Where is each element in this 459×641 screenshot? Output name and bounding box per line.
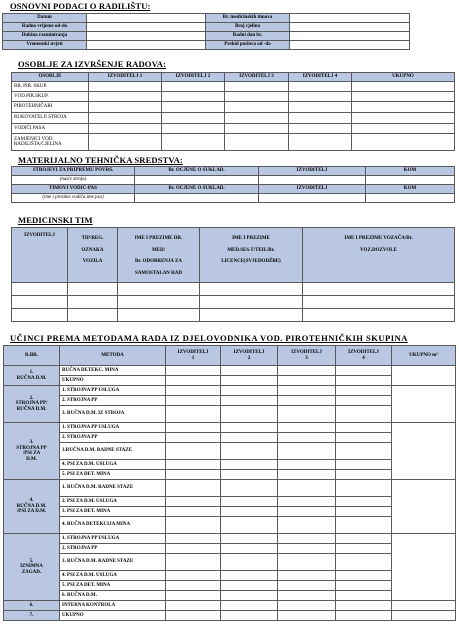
effects-cell[interactable]: [278, 406, 336, 423]
medical-header-line: IME I PREZIME DR.: [134, 236, 183, 241]
table-row: [4, 497, 456, 507]
table-row: [4, 601, 456, 611]
label-radno-vrijeme: Radno vrijeme od-do: [3, 23, 87, 32]
medical-cell[interactable]: [12, 283, 68, 296]
effects-cell[interactable]: [336, 406, 392, 423]
table-row: [4, 423, 456, 433]
basic-info-table: [2, 13, 410, 50]
effects-cell[interactable]: [336, 571, 392, 581]
effects-cell[interactable]: [336, 433, 392, 443]
medical-header-doktor: [118, 228, 200, 283]
effects-cell[interactable]: [278, 366, 336, 376]
staff-row-label: VODIČI PASA: [12, 124, 89, 134]
medical-cell[interactable]: [68, 296, 118, 309]
effects-method: 6. RUČNA D.M.: [60, 591, 166, 601]
table-row: [4, 433, 456, 443]
effects-cell[interactable]: [336, 591, 392, 601]
effects-cell[interactable]: [166, 396, 221, 406]
staff-cell[interactable]: [89, 124, 162, 134]
material-cell[interactable]: [135, 194, 259, 203]
effects-group-label: [4, 386, 60, 423]
table-row: [4, 443, 456, 460]
effects-cell[interactable]: [221, 396, 278, 406]
table-row: [4, 480, 456, 497]
effects-method: 4. PSI ZA D.M. USLUGA: [60, 460, 166, 470]
effects-group-label: [4, 611, 60, 621]
staff-cell[interactable]: [289, 124, 352, 134]
effects-method: 3.RUČNA D.M. RADNE STAZE: [60, 443, 166, 460]
label-prekid: Prekid poslova od -do: [206, 41, 290, 50]
effects-table: [3, 345, 456, 621]
effects-cell[interactable]: [221, 581, 278, 591]
effects-cell[interactable]: [336, 601, 392, 611]
staff-header: IZVODITELJ 3: [225, 73, 289, 82]
material-header: STROJEVI ZA PRIPREMU POVRŠ.: [12, 167, 135, 176]
staff-row-label-line1: ZAMJENICI VOD.: [14, 136, 54, 142]
effects-cell[interactable]: [278, 571, 336, 581]
material-cell[interactable]: [366, 194, 455, 203]
medical-header-line: IME I PREZIME: [232, 236, 270, 241]
effects-cell[interactable]: [221, 470, 278, 480]
material-header: IZVODITELJ: [259, 167, 366, 176]
value-broj-cjelina[interactable]: [290, 23, 410, 32]
effects-cell[interactable]: [166, 591, 221, 601]
effects-total-cell[interactable]: [392, 480, 456, 534]
staff-row-label: [12, 134, 89, 151]
effects-cell[interactable]: [278, 507, 336, 517]
effects-cell[interactable]: [336, 470, 392, 480]
effects-method: 3. RUČNA D.M. RADNE STAZE: [60, 554, 166, 571]
effects-cell[interactable]: [221, 507, 278, 517]
effects-cell[interactable]: [278, 601, 336, 611]
effects-total-cell[interactable]: [392, 534, 456, 601]
medical-header-line: SAMOSTALAN RAD: [135, 270, 182, 276]
effects-header-line: 3: [305, 355, 308, 361]
effects-cell[interactable]: [278, 480, 336, 497]
label-dubina: Dubina razminiranja: [3, 32, 87, 41]
effects-group-label: [4, 534, 60, 601]
medical-header-line: LICENCE(SVJEDODŽBE): [221, 259, 281, 264]
medical-cell[interactable]: [200, 309, 303, 322]
material-cell[interactable]: [135, 176, 259, 185]
effects-group-label-line: 3.: [29, 440, 34, 445]
section-title-staff: OSOBLJE ZA IZVRŠENJE RADOVA:: [18, 59, 167, 69]
effects-cell[interactable]: [278, 591, 336, 601]
staff-header: OSOBLJE: [12, 73, 89, 82]
effects-cell[interactable]: [166, 581, 221, 591]
effects-cell[interactable]: [278, 386, 336, 396]
effects-method: 3. RUČNA D.M. IZ STROJA: [60, 406, 166, 423]
effects-cell[interactable]: [221, 460, 278, 470]
table-row: [4, 386, 456, 396]
effects-group-label-line: 1.: [29, 370, 34, 375]
effects-cell[interactable]: [278, 470, 336, 480]
table-row: [4, 470, 456, 480]
value-radno-vrijeme[interactable]: [87, 23, 206, 32]
staff-header: UKUPNO: [352, 73, 455, 82]
staff-cell[interactable]: [89, 92, 162, 102]
staff-cell[interactable]: [352, 92, 455, 102]
medical-header-line: VOZ.DOZVOLE: [360, 247, 397, 253]
staff-cell[interactable]: [289, 113, 352, 124]
effects-group-label-line: RUČNA D.M.: [16, 503, 47, 509]
medical-header-izvoditelj: IZVODITELJ: [12, 228, 68, 283]
effects-cell[interactable]: [336, 396, 392, 406]
effects-header-line: 2: [247, 355, 251, 361]
effects-cell[interactable]: [336, 581, 392, 591]
effects-cell[interactable]: [166, 517, 221, 534]
effects-cell[interactable]: [278, 544, 336, 554]
effects-method: 1. STROJNA PP USLUGA: [60, 423, 166, 433]
label-vremenski: Vremenski uvjeti: [3, 41, 87, 50]
material-cell[interactable]: [259, 176, 366, 185]
effects-body: [4, 366, 456, 621]
effects-cell[interactable]: [166, 554, 221, 571]
staff-cell[interactable]: [225, 102, 289, 113]
medical-header-vozac: [303, 228, 455, 283]
medical-cell[interactable]: [303, 283, 455, 296]
effects-method: UKUPNO: [60, 611, 166, 621]
medical-header-line: OZNAKA: [81, 247, 104, 253]
effects-cell[interactable]: [336, 386, 392, 396]
effects-cell[interactable]: [166, 601, 221, 611]
effects-cell[interactable]: [336, 554, 392, 571]
effects-cell[interactable]: [278, 460, 336, 470]
effects-cell[interactable]: [221, 591, 278, 601]
effects-cell[interactable]: [166, 480, 221, 497]
label-radni-dan: Radni dan br.: [206, 32, 290, 41]
staff-row-label: RUKOVATELJI STROJA: [12, 113, 89, 124]
effects-method: 1. STROJNA PP USLUGA: [60, 386, 166, 396]
effects-total-cell[interactable]: [392, 601, 456, 611]
effects-cell[interactable]: [336, 376, 392, 386]
effects-method: 5. PSI ZA DET. MINA: [60, 470, 166, 480]
effects-group-label-line: /PSI ZA D.M.: [16, 509, 47, 515]
medical-header-line: MED.SES.T/TEH./Br.: [227, 247, 275, 253]
effects-total-cell[interactable]: [392, 611, 456, 621]
effects-cell[interactable]: [166, 406, 221, 423]
staff-cell[interactable]: [89, 134, 162, 151]
effects-cell[interactable]: [278, 376, 336, 386]
effects-cell[interactable]: [166, 433, 221, 443]
effects-group-label-line: 6.: [29, 602, 34, 608]
effects-cell[interactable]: [221, 534, 278, 544]
staff-cell[interactable]: [352, 113, 455, 124]
effects-cell[interactable]: [336, 544, 392, 554]
effects-group-label-line: 2.: [29, 395, 34, 401]
staff-cell[interactable]: [162, 113, 225, 124]
effects-cell[interactable]: [221, 517, 278, 534]
effects-method: 2. STROJNA PP: [60, 396, 166, 406]
material-cell[interactable]: [366, 176, 455, 185]
effects-header-izvoditelj: [336, 346, 392, 366]
medical-cell[interactable]: [68, 283, 118, 296]
medical-cell[interactable]: [12, 296, 68, 309]
table-row: [4, 460, 456, 470]
effects-cell[interactable]: [336, 480, 392, 497]
staff-cell[interactable]: [162, 92, 225, 102]
staff-cell[interactable]: [352, 102, 455, 113]
table-row: [4, 571, 456, 581]
effects-group-label-line: ZAGAD.: [21, 569, 42, 575]
staff-cell[interactable]: [352, 82, 455, 92]
effects-group-label: [4, 480, 60, 534]
effects-cell[interactable]: [278, 534, 336, 544]
table-row: [4, 366, 456, 376]
effects-cell[interactable]: [221, 611, 278, 621]
effects-cell[interactable]: [166, 534, 221, 544]
staff-cell[interactable]: [352, 124, 455, 134]
value-datum[interactable]: [87, 14, 206, 23]
staff-cell[interactable]: [225, 82, 289, 92]
staff-header: IZVODITELJ 4: [289, 73, 352, 82]
effects-cell[interactable]: [278, 581, 336, 591]
material-note: (naziv stroja): [12, 176, 135, 185]
staff-row-label: VOD.PIR.SKUP.: [12, 92, 89, 102]
medical-header-line: Br. ODOBRENJA ZA: [135, 259, 182, 264]
effects-header-ukupno: UKUPNO m²: [392, 346, 456, 366]
effects-cell[interactable]: [166, 497, 221, 507]
table-row: [4, 554, 456, 571]
effects-header-rbr: R.BR.: [4, 346, 60, 366]
effects-method: UKUPNO: [60, 376, 166, 386]
medical-cell[interactable]: [118, 283, 200, 296]
effects-cell[interactable]: [221, 443, 278, 460]
material-header: KOM: [366, 167, 455, 176]
effects-group-label: [4, 423, 60, 480]
material-header: KOM: [366, 185, 455, 194]
effects-cell[interactable]: [336, 366, 392, 376]
table-row: [4, 544, 456, 554]
material-table: [11, 166, 455, 203]
staff-cell[interactable]: [225, 92, 289, 102]
effects-method: 4. PSI ZA D.M. USLUGA: [60, 571, 166, 581]
effects-group-label-line: STROJNA PP: [16, 445, 47, 451]
effects-header-line: 1: [191, 355, 195, 361]
staff-cell[interactable]: [89, 113, 162, 124]
effects-header-line: IZVODITELJ: [233, 350, 265, 355]
staff-cell[interactable]: [162, 102, 225, 113]
effects-cell[interactable]: [278, 611, 336, 621]
label-broj-cjelina: Broj cjelina: [206, 23, 290, 32]
staff-cell[interactable]: [162, 134, 225, 151]
staff-cell[interactable]: [162, 82, 225, 92]
effects-cell[interactable]: [221, 366, 278, 376]
material-header: Br. OCJENE O SUKLAD.: [135, 167, 259, 176]
table-row: [4, 517, 456, 534]
effects-method: 1. RUČNA D.M. RADNE STAZE: [60, 480, 166, 497]
staff-row-label-line2: RADILIŠTA/CJELINA: [14, 142, 62, 147]
effects-method: 1. STROJNA PP USLUGA: [60, 534, 166, 544]
material-header: IZVODITELJ: [259, 185, 366, 194]
staff-row-label: BR. PIR. SKUP.: [12, 82, 89, 92]
effects-cell[interactable]: [166, 571, 221, 581]
staff-cell[interactable]: [289, 82, 352, 92]
effects-cell[interactable]: [166, 376, 221, 386]
effects-cell[interactable]: [166, 366, 221, 376]
effects-group-label-line: 5.: [29, 558, 34, 564]
effects-cell[interactable]: [221, 480, 278, 497]
staff-cell[interactable]: [352, 134, 455, 151]
effects-header-izvoditelj: [166, 346, 221, 366]
material-header: Br. OCJENE O SUKLAD.: [135, 185, 259, 194]
medical-header-vozilo: [68, 228, 118, 283]
effects-cell[interactable]: [221, 406, 278, 423]
staff-row-label: PIROTEHNIČARI: [12, 102, 89, 113]
table-row: [4, 507, 456, 517]
medical-header-line: MED/: [151, 247, 166, 253]
staff-cell[interactable]: [225, 113, 289, 124]
section-title-material: MATERIJALNO TEHNIČKA SREDSTVA:: [18, 155, 183, 165]
effects-cell[interactable]: [278, 396, 336, 406]
effects-total-cell[interactable]: [392, 386, 456, 423]
effects-cell[interactable]: [336, 460, 392, 470]
effects-group-label-line: D.M.: [26, 456, 37, 462]
medical-header-line: IME I PREZIME VOZAČA/Br.: [344, 236, 413, 241]
effects-cell[interactable]: [166, 611, 221, 621]
medical-header-sestra: [200, 228, 303, 283]
material-cell[interactable]: [259, 194, 366, 203]
medical-cell[interactable]: [303, 309, 455, 322]
effects-cell[interactable]: [278, 554, 336, 571]
effects-header-line: IZVODITELJ: [348, 350, 379, 355]
effects-group-label: [4, 366, 60, 386]
staff-table: [11, 72, 455, 151]
medical-cell[interactable]: [118, 309, 200, 322]
table-row: [4, 406, 456, 423]
effects-method: INTERNA KONTROLA: [60, 601, 166, 611]
effects-cell[interactable]: [336, 517, 392, 534]
staff-cell[interactable]: [162, 124, 225, 134]
effects-cell[interactable]: [221, 544, 278, 554]
effects-header-izvoditelj: [278, 346, 336, 366]
effects-method: 2. STROJNA PP: [60, 433, 166, 443]
effects-header-izvoditelj: [221, 346, 278, 366]
effects-cell[interactable]: [166, 460, 221, 470]
effects-method: RUČNA DETEKC. MINA: [60, 366, 166, 376]
effects-cell[interactable]: [166, 470, 221, 480]
label-datum: Datum: [3, 14, 87, 23]
staff-cell[interactable]: [225, 134, 289, 151]
effects-cell[interactable]: [221, 601, 278, 611]
section-title-basic: OSNOVNI PODACI O RADILIŠTU:: [10, 1, 151, 11]
effects-header-line: 4: [362, 355, 365, 361]
effects-group-label-line: /PSI ZA: [22, 451, 41, 456]
table-row: [4, 376, 456, 386]
effects-header-line: IZVODITELJ: [177, 350, 209, 355]
effects-method: 4. RUČNA DETEKCIJA MINA: [60, 517, 166, 534]
material-note: (ime i prezime vodiča,ime psa): [12, 194, 135, 203]
effects-method: 2. PSI ZA D.M. USLUGA: [60, 497, 166, 507]
effects-cell[interactable]: [221, 497, 278, 507]
staff-cell[interactable]: [225, 124, 289, 134]
effects-cell[interactable]: [166, 443, 221, 460]
effects-group-label-line: 7.: [29, 612, 34, 618]
table-row: [4, 591, 456, 601]
medical-cell[interactable]: [303, 296, 455, 309]
effects-method: 2. STROJNA PP: [60, 544, 166, 554]
effects-group-label-line: RUČNA D.M.: [16, 406, 47, 412]
staff-cell[interactable]: [289, 92, 352, 102]
section-title-medical: MEDICINSKI TIM: [18, 215, 93, 225]
effects-total-cell[interactable]: [392, 423, 456, 480]
effects-cell[interactable]: [166, 544, 221, 554]
effects-cell[interactable]: [221, 554, 278, 571]
effects-cell[interactable]: [278, 433, 336, 443]
medical-table: [11, 227, 455, 322]
medical-cell[interactable]: [12, 309, 68, 322]
effects-group-label-line: STROJNA PP/: [15, 401, 48, 407]
medical-cell[interactable]: [200, 296, 303, 309]
effects-cell[interactable]: [278, 443, 336, 460]
effects-cell[interactable]: [221, 433, 278, 443]
section-title-effects: UČINCI PREMA METODAMA RADA IZ DJELOVODNIKA VOD. PIROTEHNIČKIH SKUPINA: [10, 333, 408, 343]
effects-method: 3. PSI ZA DET. MINA: [60, 507, 166, 517]
effects-group-label: [4, 601, 60, 611]
table-row: [4, 611, 456, 621]
medical-cell[interactable]: [118, 296, 200, 309]
effects-cell[interactable]: [336, 423, 392, 433]
effects-method: 5. PSI ZA DET. MINA: [60, 581, 166, 591]
effects-total-cell[interactable]: [392, 366, 456, 386]
medical-cell[interactable]: [68, 309, 118, 322]
label-med-timova: Br. medicinskih timova: [206, 14, 290, 23]
effects-cell[interactable]: [278, 423, 336, 433]
medical-header-line: TIP/REG.: [81, 236, 104, 241]
value-prekid[interactable]: [290, 41, 410, 50]
effects-cell[interactable]: [336, 497, 392, 507]
effects-cell[interactable]: [336, 443, 392, 460]
medical-header-line: VOZILA: [82, 259, 103, 264]
effects-cell[interactable]: [166, 507, 221, 517]
effects-header-metoda: METODA: [60, 346, 166, 366]
staff-cell[interactable]: [289, 134, 352, 151]
staff-cell[interactable]: [89, 82, 162, 92]
staff-cell[interactable]: [289, 102, 352, 113]
material-header: TIMOVI VODIČ-PAS: [12, 185, 135, 194]
effects-group-label-line: 4.: [29, 498, 34, 504]
staff-header: IZVODITELJ 1: [89, 73, 162, 82]
effects-cell[interactable]: [336, 611, 392, 621]
effects-group-label-line: RUČNA D.M.: [16, 375, 47, 381]
table-row: [4, 534, 456, 544]
effects-cell[interactable]: [221, 423, 278, 433]
effects-cell[interactable]: [278, 497, 336, 507]
medical-cell[interactable]: [200, 283, 303, 296]
table-row: [4, 396, 456, 406]
staff-header: IZVODITELJ 2: [162, 73, 225, 82]
effects-cell[interactable]: [166, 386, 221, 396]
effects-cell[interactable]: [221, 571, 278, 581]
value-vremenski[interactable]: [87, 41, 206, 50]
value-dubina[interactable]: [87, 32, 206, 41]
effects-cell[interactable]: [336, 534, 392, 544]
table-row: [4, 581, 456, 591]
effects-cell[interactable]: [336, 507, 392, 517]
staff-cell[interactable]: [89, 102, 162, 113]
effects-cell[interactable]: [221, 376, 278, 386]
value-radni-dan[interactable]: [290, 32, 410, 41]
value-med-timova[interactable]: [290, 14, 410, 23]
effects-cell[interactable]: [278, 517, 336, 534]
effects-header-line: IZVODITELJ: [291, 350, 322, 355]
effects-group-label-line: IZNIMNA: [20, 564, 43, 570]
effects-cell[interactable]: [221, 386, 278, 396]
effects-cell[interactable]: [166, 423, 221, 433]
